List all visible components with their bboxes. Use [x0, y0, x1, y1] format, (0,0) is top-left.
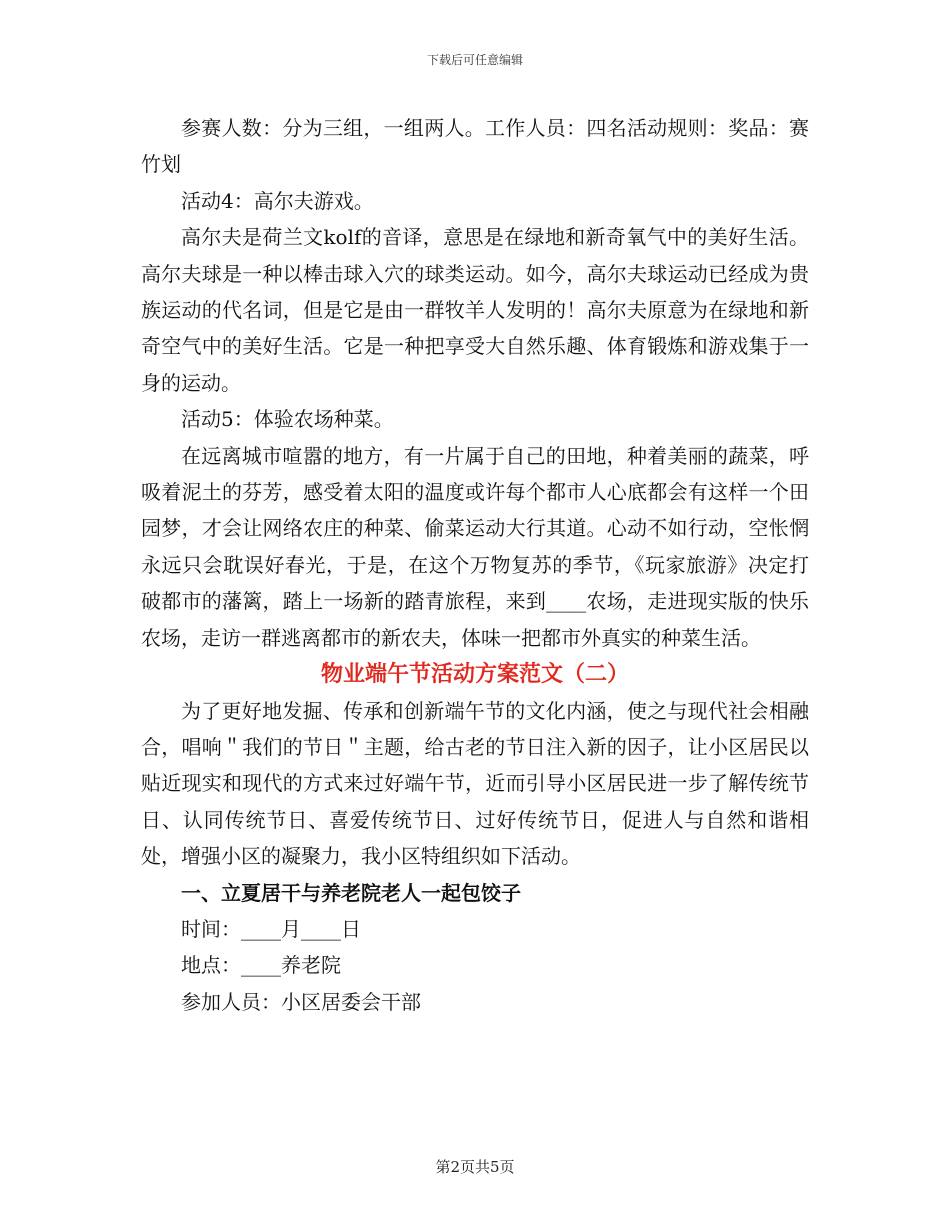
- page-footer: [0, 1158, 950, 1176]
- page-number: 第2页共5页: [435, 1158, 515, 1176]
- activity-heading: 活动4：高尔夫游戏。: [181, 188, 374, 213]
- detail-time: 时间：____月____日: [181, 916, 361, 941]
- body-paragraph: 参赛人数：分为三组，一组两人。工作人员：四名活动规则：奖品：赛竹划: [141, 116, 809, 177]
- body-paragraph: 为了更好地发掘、传承和创新端午节的文化内涵，使之与现代社会相融合，唱响＂我们的节日＂主题，给古老的节日注入新的因子，让小区居民以贴近现实和现代的方式来过好端午节，近而引导小区居民进一步了解传统节日、认同传统节日、喜爱传统节日、过好传统节日，促进人与自然和谐相处，增强小区的凝聚力，我小区特组织如下活动。: [141, 698, 809, 869]
- section-title: 物业端午节活动方案范文（二）: [320, 661, 629, 688]
- page-header: [0, 52, 950, 68]
- detail-place: 地点：____养老院: [181, 953, 341, 978]
- activity-heading: 活动5：体验农场种菜。: [181, 407, 394, 432]
- header-note: 下载后可任意编辑: [426, 53, 523, 67]
- document-body: [141, 110, 809, 1020]
- body-paragraph: 在远离城市喧嚣的地方，有一片属于自己的田地，种着美丽的蔬菜，呼吸着泥土的芬芳，感受着太阳的温度或许每个都市人心底都会有这样一个田园梦，才会让网络农庄的种菜、偷菜运动大行其道。心动不如行动，空怅惘永远只会耽误好春光，于是，在这个万物复苏的季节，《玩家旅游》决定打破都市的藩篱，踏上一场新的踏青旅程，来到____农场，走进现实版的快乐农场，走访一群逃离都市的新农夫，体味一把都市外真实的种菜生活。: [141, 443, 809, 650]
- body-paragraph: 高尔夫是荷兰文kolf的音译，意思是在绿地和新奇氧气中的美好生活。高尔夫球是一种以棒击球入穴的球类运动。如今，高尔夫球运动已经成为贵族运动的代名词，但是它是由一群牧羊人发明的！高尔夫原意为在绿地和新奇空气中的美好生活。它是一种把享受大自然乐趣、体育锻炼和游戏集于一身的运动。: [141, 225, 809, 395]
- subsection-title: 一、立夏居干与养老院老人一起包饺子: [181, 880, 521, 905]
- detail-participants: 参加人员：小区居委会干部: [181, 989, 421, 1014]
